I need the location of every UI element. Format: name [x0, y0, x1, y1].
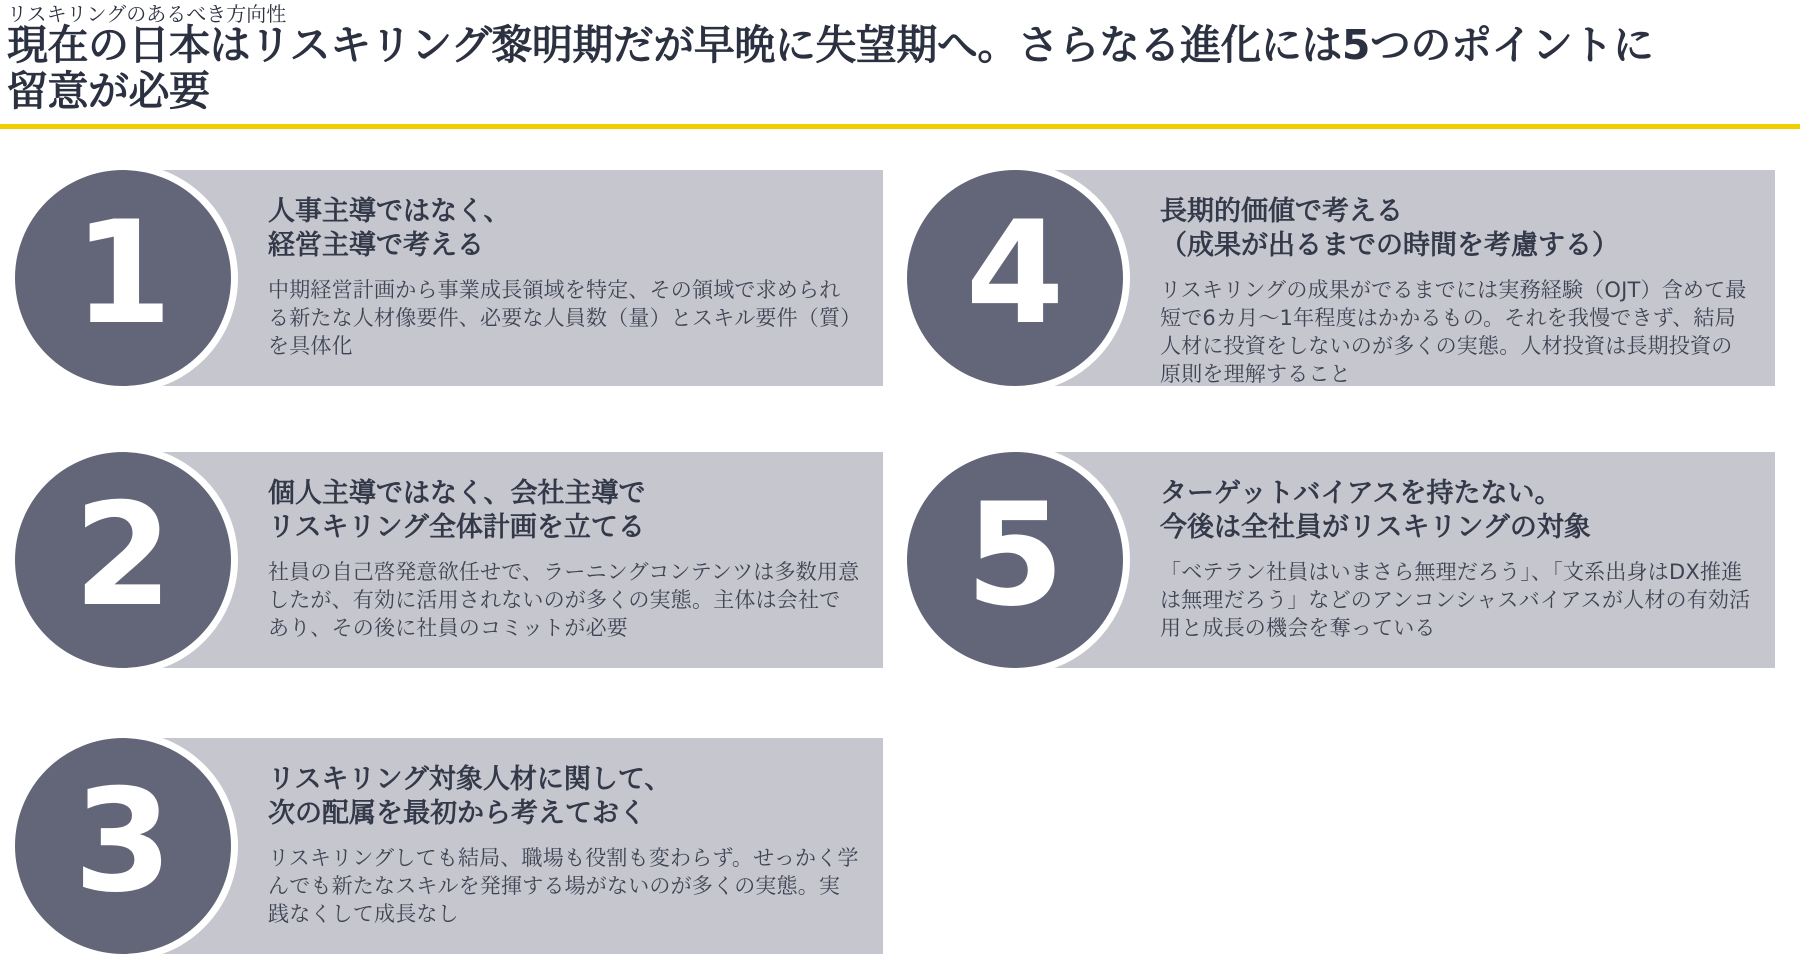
card-3-heading-line2: 次の配属を最初から考えておく — [268, 798, 646, 829]
card-1-number: 1 — [73, 191, 173, 356]
page-title-line2: 留意が必要 — [7, 67, 210, 115]
card-3-number-badge — [8, 731, 238, 961]
card-4-panel — [1032, 170, 1775, 386]
card-1-panel — [140, 170, 883, 386]
card-2-number: 2 — [73, 473, 173, 638]
card-3-number: 3 — [73, 759, 173, 924]
card-2-heading — [268, 477, 861, 545]
card-2-description: 社員の自己啓発意欲任せで、ラーニングコンテンツは多数用意したが、有効に活用されないのが多くの実態。主体は会社であり、その後に社員のコミットが必要 — [268, 560, 860, 640]
card-5-heading — [1160, 477, 1753, 545]
card-5-number-badge — [900, 445, 1130, 675]
point-card-4 — [900, 163, 1780, 393]
card-4-number: 4 — [965, 191, 1065, 356]
card-4-heading — [1160, 195, 1753, 263]
card-3-heading-line1: リスキリング対象人材に関して、 — [268, 764, 672, 795]
card-1-description: 中期経営計画から事業成長領域を特定、その領域で求められる新たな人材像要件、必要な人員数（量）とスキル要件（質）を具体化 — [268, 278, 851, 358]
card-4-heading-line2: （成果が出るまでの時間を考慮する） — [1160, 230, 1619, 261]
card-5-description: 「ベテラン社員はいまさら無理だろう」、「文系出身はDX推進は無理だろう」などのアンコンシャスバイアスが人材の有効活用と成長の機会を奪っている — [1160, 560, 1751, 640]
card-1-heading — [268, 195, 861, 263]
card-5-heading-line1: ターゲットバイアスを持たない。 — [1160, 478, 1562, 509]
point-card-5 — [900, 445, 1780, 675]
card-4-heading-line1: 長期的価値で考える — [1160, 196, 1403, 227]
card-4-description: リスキリングの成果がでるまでには実務経験（OJT）含めて最短で6カ月～1年程度はかかるもの。それを我慢できず、結局人材に投資をしないのが多くの実態。人材投資は長期投資の原則を理解すること — [1160, 278, 1747, 386]
page-title-line1: 現在の日本はリスキリング黎明期だが早晩に失望期へ。さらなる進化には5つのポイントに — [7, 21, 1654, 69]
card-5-heading-line2: 今後は全社員がリスキリングの対象 — [1160, 512, 1591, 543]
point-card-3 — [8, 731, 888, 961]
card-1-number-badge — [8, 163, 238, 393]
page-title — [7, 22, 1747, 114]
card-2-number-badge — [8, 445, 238, 675]
card-4-number-badge — [900, 163, 1130, 393]
card-1-heading-line2: 経営主導で考える — [268, 230, 484, 261]
card-3-description: リスキリングしても結局、職場も役割も変わらず。せっかく学んでも新たなスキルを発揮する場がないのが多くの実態。実践なくして成長なし — [268, 846, 859, 926]
slide-kicker: リスキリングのあるべき方向性 — [7, 2, 287, 26]
card-2-panel — [140, 452, 883, 668]
card-5-panel — [1032, 452, 1775, 668]
card-2-heading-line1: 個人主導ではなく、会社主導で — [268, 478, 646, 509]
card-3-panel — [140, 738, 883, 954]
card-2-heading-line2: リスキリング全体計画を立てる — [268, 512, 645, 543]
card-1-heading-line1: 人事主導ではなく、 — [268, 196, 511, 227]
card-5-number: 5 — [965, 473, 1065, 638]
point-card-1 — [8, 163, 888, 393]
card-3-heading — [268, 763, 861, 831]
title-accent-rule — [0, 124, 1800, 129]
point-card-2 — [8, 445, 888, 675]
